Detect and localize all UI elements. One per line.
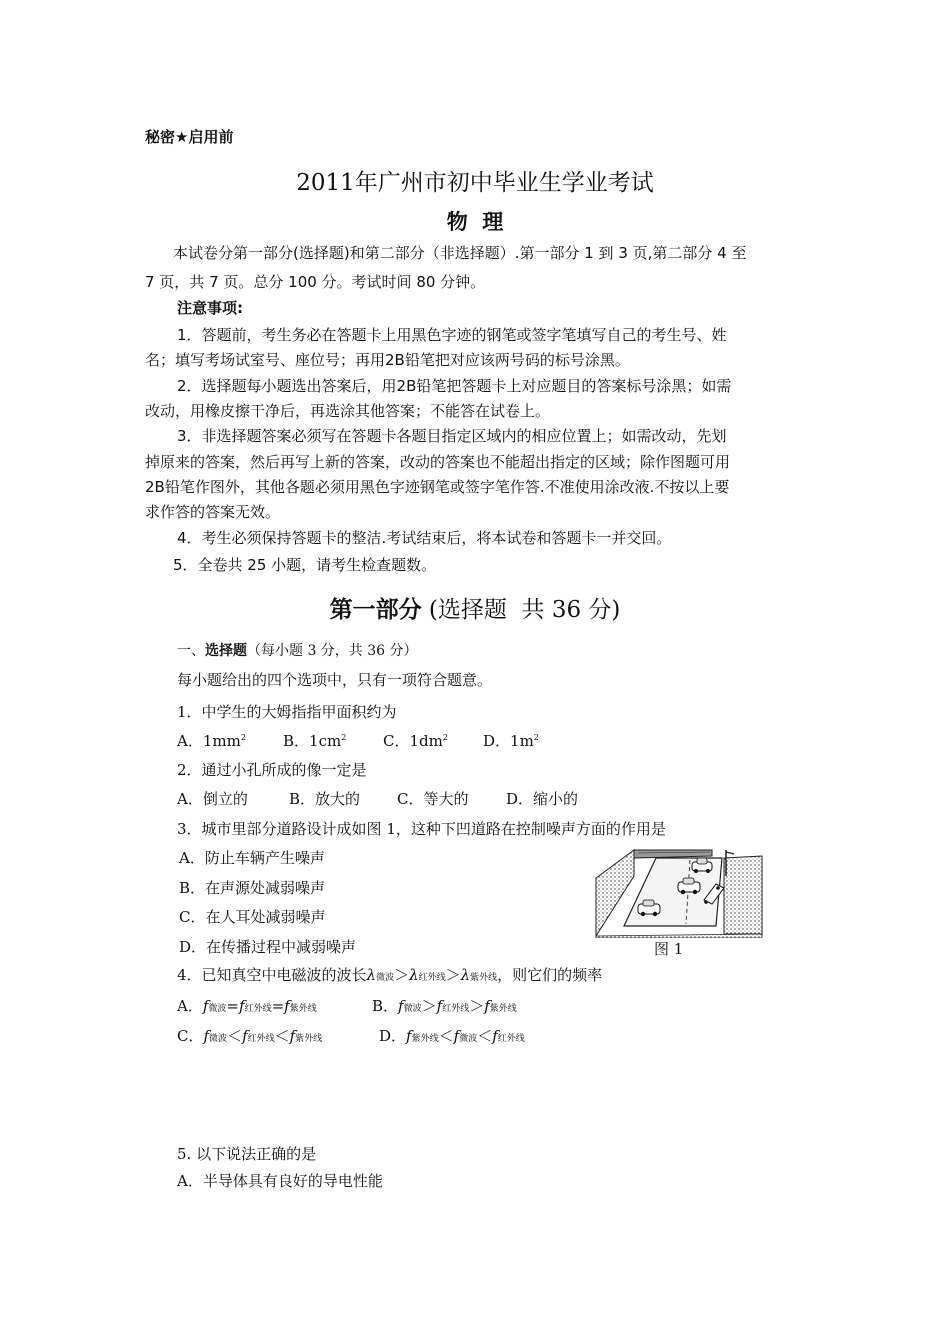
q3-stem: 3．城市里部分道路设计成如图 1，这种下凹道路在控制噪声方面的作用是 [177,820,666,838]
q4-option-c: C．f微波＜f红外线＜f紫外线 [177,1027,323,1045]
note-line: 掉原来的答案，然后再写上新的答案，改动的答案也不能超出指定的区域；除作图题可用 [145,453,731,471]
q4-stem: 4．已知真空中电磁波的波长λ微波＞λ红外线＞λ紫外线，则它们的频率 [177,966,603,984]
q2-option-c: C．等大的 [397,790,469,808]
q1-stem: 1．中学生的大姆指指甲面积约为 [177,703,397,721]
q3-option-b: B．在声源处减弱噪声 [179,879,326,897]
subject-title: 物 理 [446,210,504,234]
intro-line-2: 7 页，共 7 页。总分 100 分。考试时间 80 分钟。 [145,273,486,291]
note-line: 2．选择题每小题选出答案后，用2B铅笔把答题卡上对应题目的答案标号涂黑；如需 [177,377,732,395]
part1-title-bold: 第一部分 [329,597,422,623]
q2-option-b: B．放大的 [289,790,361,808]
intro-line-1: 本试卷分第一部分(选择题)和第二部分（非选择题）.第一部分 1 到 3 页,第二部分 4 至 [173,244,747,262]
q4-option-a: A．f微波=f红外线=f紫外线 [177,997,317,1015]
note-line: 改动，用橡皮擦干净后，再选涂其他答案；不能答在试卷上。 [145,402,551,420]
q4-option-b: B．f微波＞f红外线＞f紫外线 [372,997,517,1015]
q2-option-a: A．倒立的 [177,790,248,808]
right-embankment [724,856,762,934]
note-line: 5．全卷共 25 小题，请考生检查题数。 [173,556,437,574]
q1-option-a: A．$1mm^2$ [177,732,246,750]
q2-stem: 2．通过小孔所成的像一定是 [177,761,367,779]
figure-1-caption: 图 1 [654,940,684,958]
figure-1-sunken-road [594,848,764,938]
note-line: 2B铅笔作图外，其他各题必须用黑色字迹钢笔或签字笔作答.不准使用涂改液.不按以上要 [145,478,730,496]
top-wall [634,850,712,858]
q1-option-b: B．$1cm^2$ [283,732,347,750]
q2-option-d: D．缩小的 [506,790,579,808]
q3-option-d: D．在传播过程中减弱噪声 [179,938,357,956]
note-line: 4．考生必须保持答题卡的整洁.考试结束后，将本试卷和答题卡一并交回。 [177,529,672,547]
notes-heading: 注意事项: [177,299,243,317]
q1-option-d: D．$1m^2$ [483,732,539,750]
q1-option-c: C．$1dm^2$ [383,732,448,750]
section-instruction: 每小题给出的四个选项中，只有一项符合题意。 [177,671,493,689]
q5-stem: 5. 以下说法正确的是 [177,1145,317,1163]
part1-title [0,591,950,624]
note-line: 名；填写考场试室号、座位号；再用2B铅笔把对应该两号码的标号涂黑。 [145,351,630,369]
q5-option-a: A．半导体具有良好的导电性能 [177,1172,383,1190]
q3-option-c: C．在人耳处减弱噪声 [179,908,326,926]
exam-title: 2011年广州市初中毕业生学业考试 [296,170,654,196]
note-line: 求作答的答案无效。 [145,503,281,521]
part1-title-rest: (选择题 共 36 分) [421,597,621,623]
confidential-label: 秘密★启用前 [145,128,234,146]
section-heading: 一、选择题（每小题 3 分，共 36 分） [177,643,418,659]
note-line: 1．答题前，考生务必在答题卡上用黑色字迹的钢笔或签字笔填写自己的考生号、姓 [177,326,727,344]
q4-option-d: D．f紫外线＜f微波＜f红外线 [379,1027,525,1045]
note-line: 3．非选择题答案必须写在答题卡各题目指定区域内的相应位置上；如需改动，先划 [177,427,727,445]
q3-option-a: A．防止车辆产生噪声 [179,849,325,867]
